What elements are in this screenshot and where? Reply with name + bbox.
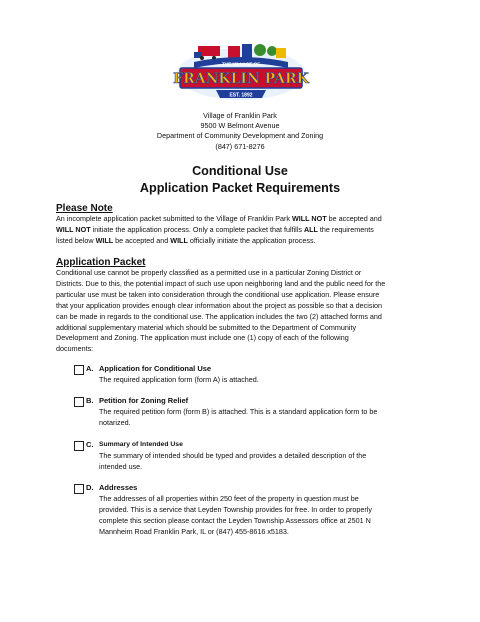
please-note-paragraph: [56, 214, 428, 247]
checkbox-a[interactable]: [74, 365, 84, 375]
packet-line: Development and Zoning. The application must include one (1) copy of each of the following: [56, 333, 349, 343]
address-block: [0, 111, 480, 152]
please-note-heading: Please Note: [56, 203, 113, 214]
title-line-2: Application Packet Requirements: [139, 180, 341, 195]
application-packet-heading: Application Packet: [56, 257, 146, 268]
svg-text:THE VILLAGE OF: THE VILLAGE OF: [221, 61, 261, 67]
item-title: Summary of Intended Use: [99, 441, 183, 448]
application-packet-paragraph: [56, 268, 428, 355]
item-description-line: notarized.: [99, 417, 131, 427]
note-line-2: WILL NOT initiate the application process. Only a complete packet that fulfills ALL the requirements: [56, 224, 374, 234]
item-title: Addresses: [99, 483, 138, 492]
phone-number: (847) 671-8276: [215, 141, 265, 151]
item-letter: C.: [86, 440, 94, 449]
item-description: [99, 451, 437, 473]
packet-line: documents:: [56, 344, 94, 354]
checkbox-b[interactable]: [74, 397, 84, 407]
item-description-line: The summary of intended should be typed and provides a detailed description of the: [99, 451, 367, 460]
item-description: [99, 407, 437, 429]
item-letter: D.: [86, 483, 94, 492]
item-description-line: The addresses of all properties within 250 feet of the property in question must be: [99, 494, 359, 503]
packet-line: additional supplementary material which should be submitted to the Department of Community: [56, 322, 357, 332]
item-description-line: The required application form (form A) is attached.: [99, 375, 259, 384]
department-name: Department of Community Development and Zoning: [156, 131, 324, 141]
packet-line: Conditional use cannot be properly classified as a permitted use in a particular Zoning District or: [56, 268, 362, 277]
packet-line: can be made in regards to the conditional use. The application includes the two (2) attached forms and: [56, 311, 382, 321]
svg-text:FRANKLIN PARK: FRANKLIN PARK: [173, 71, 309, 87]
street-address: 9500 W Belmont Avenue: [200, 121, 280, 131]
item-letter: A.: [86, 364, 94, 373]
note-line-3: listed below WILL be accepted and WILL officially initiate the application process.: [56, 235, 316, 245]
svg-text:EST. 1892: EST. 1892: [229, 92, 253, 99]
item-description-line: provided. This is a service that Leyden Township provides for free. In order to properly: [99, 504, 373, 514]
page-title: [0, 163, 480, 196]
packet-line: that your application provides enough clear information about the project as possible so that a decision: [56, 300, 383, 310]
title-line-1: Conditional Use: [192, 164, 288, 178]
item-description-line: The required petition form (form B) is attached. This is a standard application form to be: [99, 407, 378, 416]
checkbox-c[interactable]: [74, 441, 84, 451]
item-letter: B.: [86, 396, 94, 405]
note-line-1: An incomplete application packet submitted to the Village of Franklin Park WILL NOT be accepted and: [56, 214, 382, 223]
item-title: Application for Conditional Use: [99, 364, 212, 373]
checkbox-d[interactable]: [74, 484, 84, 494]
packet-line: Districts. Due to this, the potential impact of such use upon neighboring land and the public need for the: [56, 278, 386, 288]
item-description-line: intended use.: [99, 461, 143, 471]
item-description: [99, 494, 437, 538]
packet-line: particular use must be taken into consideration through the conditional use application. Please ensure: [56, 289, 380, 299]
item-description-line: Mannheim Road Franklin Park, IL or (847) 455-8616 x5183.: [99, 526, 289, 536]
item-title: Petition for Zoning Relief: [99, 396, 189, 405]
item-description-line: complete this section please contact the Leyden Township Assessors office at 2501 N: [99, 515, 371, 525]
franklin-park-logo: [172, 40, 310, 104]
village-name: Village of Franklin Park: [203, 111, 277, 120]
item-description: [99, 375, 437, 386]
